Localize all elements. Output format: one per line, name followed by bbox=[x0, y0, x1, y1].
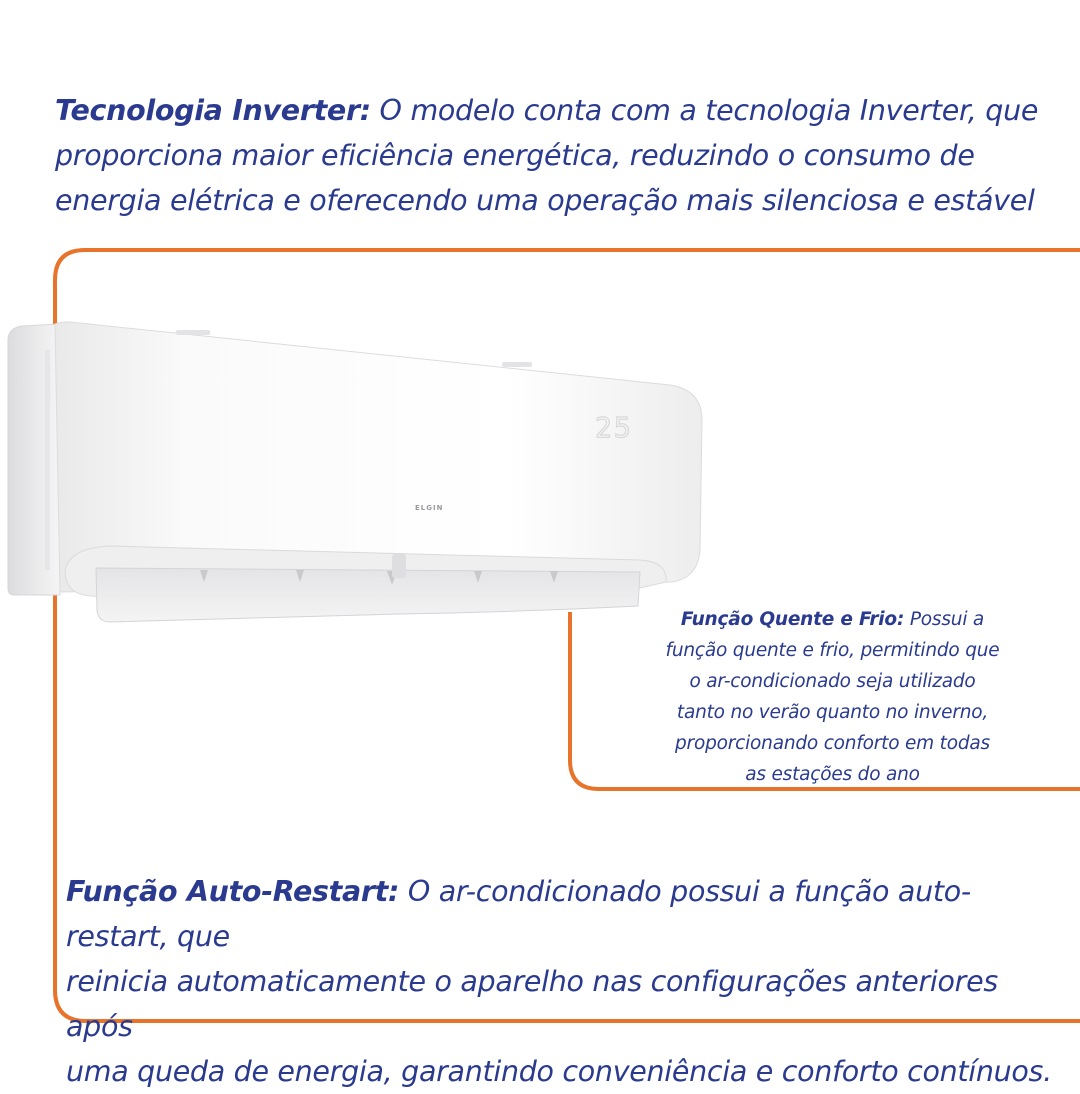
auto-restart-line: reinicia automaticamente o aparelho nas configurações anteriores após bbox=[66, 965, 998, 1043]
auto-restart-line: uma queda de energia, garantindo conveniência e conforto contínuos. bbox=[66, 1055, 1052, 1088]
inverter-description bbox=[55, 88, 1055, 223]
auto-restart-title: Função Auto-Restart: bbox=[66, 875, 400, 908]
hot-cold-line: Possui a bbox=[904, 608, 985, 630]
hot-cold-line: tanto no verão quanto no inverno, bbox=[676, 701, 989, 723]
hot-cold-line: o ar-condicionado seja utilizado bbox=[689, 670, 976, 692]
ac-top-clip bbox=[176, 330, 210, 335]
air-conditioner-image bbox=[0, 310, 720, 630]
auto-restart-line: O ar-condicionado possui a função auto-restart, que bbox=[66, 875, 971, 953]
hot-cold-description bbox=[640, 604, 1025, 790]
ac-side-panel bbox=[8, 324, 60, 595]
ac-temperature-display: 25 bbox=[595, 411, 633, 444]
hot-cold-line: função quente e frio, permitindo que bbox=[665, 639, 1000, 661]
ac-louver bbox=[96, 568, 640, 622]
inverter-line: proporciona maior eficiência energética, reduzindo o consumo de bbox=[55, 139, 975, 172]
inverter-title: Tecnologia Inverter: bbox=[55, 94, 371, 127]
ac-brand-logo: ELGIN bbox=[415, 504, 444, 512]
hot-cold-line: as estações do ano bbox=[745, 763, 920, 785]
ac-top-clip bbox=[502, 362, 532, 367]
hot-cold-line: proporcionando conforto em todas bbox=[675, 732, 990, 754]
auto-restart-description bbox=[66, 869, 1066, 1094]
ac-louver-hinge bbox=[392, 554, 406, 578]
inverter-line: O modelo conta com a tecnologia Inverter, que bbox=[370, 94, 1039, 127]
hot-cold-title: Função Quente e Frio: bbox=[680, 608, 905, 630]
inverter-line: energia elétrica e oferecendo uma operação mais silenciosa e estável bbox=[55, 184, 1035, 217]
